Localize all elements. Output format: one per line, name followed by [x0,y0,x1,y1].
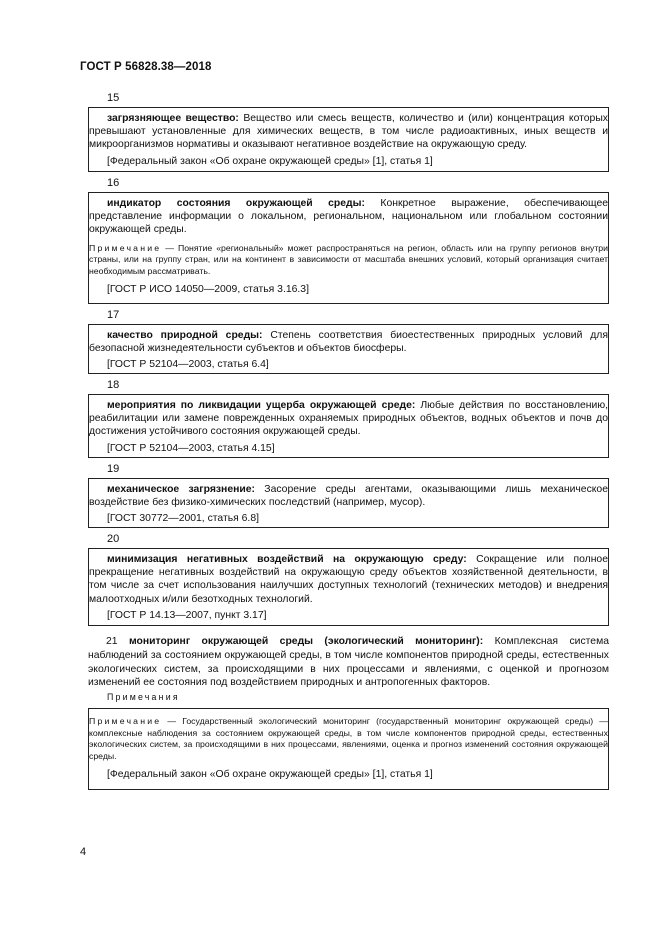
term-name: мероприятия по ликвидации ущерба окружающей среде: [107,400,416,411]
page-number: 4 [80,846,87,858]
term-name: качество природной среды: [107,330,263,341]
term-definition-text: Вещество или смесь веществ, количество и (или) концентрация которых превышают установленные для химических веществ, в том числе радиоактивных, иных веществ и микроорганизмов нормативы и оказывают негативное воздействие на окружающую среду. [89,113,609,151]
note-label: Примечание [89,242,162,253]
term-definition [89,112,608,152]
term-definition-text: Степень соответствия биоестественных природных условий для безопасной жизнедеятельности субъектов и объектов биосферы. [89,330,608,355]
term-note [89,716,608,762]
term-definition-text: Комплексная система наблюдений за состоянием окружающей среды, в том числе компонентов природной среды, естественных экологических систем, за происходящими в них процессами и явлениями, с оценкой и прогнозом изменений ее состояния под воздействием природных и антропогенных факторов. [88,636,609,689]
term-number: 15 [107,92,120,104]
term-source: [ГОСТ Р 52104—2003, статья 4.15] [107,442,275,454]
term-box [88,394,609,458]
term-number: 18 [107,379,120,391]
term-source: [ГОСТ 30772—2001, статья 6.8] [107,513,259,525]
term-name: минимизация негативных воздействий на окружающую среду: [107,554,467,565]
term-source: [ГОСТ Р ИСО 14050—2009, статья 3.16.3] [107,284,309,296]
term-name: индикатор состояния окружающей среды: [107,198,365,209]
term-source: [Федеральный закон «Об охране окружающей среды» [1], статья 1] [107,155,433,167]
term-source: [Федеральный закон «Об охране окружающей среды» [1], статья 1] [107,769,433,781]
term-box [88,548,609,626]
term-definition [89,329,608,355]
term-name: механическое загрязнение: [107,484,256,495]
term-definition [89,483,608,509]
term-definition [89,553,608,606]
note-box [88,708,609,790]
term-note [89,243,608,278]
term-name: мониторинг окружающей среды (экологический мониторинг): [128,636,484,647]
term-source: [ГОСТ Р 14.13—2007, пункт 3.17] [107,609,267,621]
term-number: 19 [107,463,120,475]
term-box [88,324,609,374]
term-number: 16 [107,177,120,189]
term-box [88,107,609,172]
term-number: 17 [107,309,120,321]
term-definition [89,197,608,237]
term-definition-text: Любые действия по восстановлению, реабилитации или замене поврежденных охраняемых природных объектов, водных объектов и почв до достижения устойчивого состояния окружающей среды. [89,400,609,438]
term-definition [89,399,608,439]
term-21-paragraph [88,635,609,690]
note-text: — Понятие «региональный» может распространяться на регион, область или на группу регионов внутри страны, или на группу стран, или на континент в зависимости от масштаба внешних условий, который организация считает необходимым рассматривать. [89,242,608,276]
page-header-title: ГОСТ Р 56828.38—2018 [80,61,212,73]
note-label: Примечание [89,716,162,726]
term-number: 20 [107,533,120,545]
note-text: — Государственный экологический мониторинг (государственный мониторинг окружающей среды) — комплексные наблюдения за состоянием окружающей среды, в том числе компонентов природной среды, естественных экологических систем, за происходящими в них процессами, явлениями, оценка и прогноз изменений состояния окружающей среды. [89,716,608,761]
term-number: 21 [106,636,118,647]
term-box [88,192,609,304]
term-definition-text: Засорение среды агентами, оказывающими лишь механическое воздействие без физико-химических последствий (например, мусор). [89,484,608,509]
term-box [88,478,609,528]
term-name: загрязняющее вещество: [107,113,239,124]
term-definition-text: Сокращение или полное прекращение негативных воздействий на окружающую среду объектов хозяйственной деятельности, в том числе за счет использования наилучших доступных технологий (технических методов) и внедрения малоотходных и/или безотходных технологий. [89,554,608,605]
term-source: [ГОСТ Р 52104—2003, статья 6.4] [107,359,269,371]
term-definition-text: Конкретное выражение, обеспечивающее представление информации о локальном, региональном, национальном или глобальном состоянии окружающей среды. [89,198,608,236]
notes-heading: Примечания [107,692,180,702]
